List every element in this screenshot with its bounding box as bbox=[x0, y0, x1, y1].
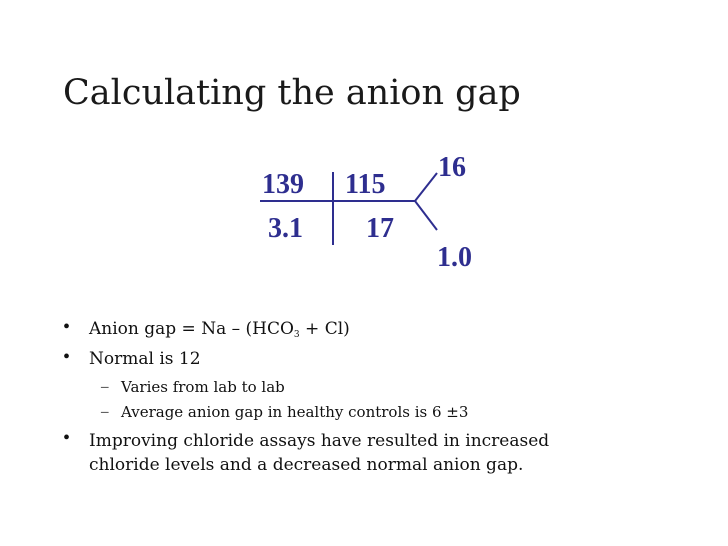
sodium-value: 139 bbox=[262, 169, 304, 200]
sub-bullet-text: Average anion gap in healthy controls is 6 ±3 bbox=[121, 403, 469, 421]
formula-text: Anion gap = Na – (HCO bbox=[89, 319, 294, 339]
bullet-marker: • bbox=[63, 427, 71, 449]
chloride-value: 115 bbox=[345, 169, 386, 200]
formula-text-end: + Cl) bbox=[299, 319, 350, 339]
bullet-marker: • bbox=[63, 316, 71, 338]
bicarbonate-value: 17 bbox=[366, 213, 394, 244]
bullet-marker: • bbox=[63, 346, 71, 368]
potassium-value: 3.1 bbox=[268, 213, 303, 244]
slide-title: Calculating the anion gap bbox=[63, 73, 521, 113]
sub-bullet-marker: – bbox=[101, 379, 109, 395]
sub-bullet-text: Varies from lab to lab bbox=[121, 378, 285, 396]
sub-bullet-marker: – bbox=[101, 404, 109, 420]
bullet-text bbox=[89, 318, 350, 346]
bullet-text-line-2: chloride levels and a decreased normal anion gap. bbox=[89, 455, 524, 475]
upper-value: 16 bbox=[438, 152, 466, 183]
lower-branch-line bbox=[415, 201, 437, 230]
upper-branch-line bbox=[415, 173, 437, 201]
lower-value: 1.0 bbox=[437, 242, 472, 273]
bullet-text-line-1: Improving chloride assays have resulted in increased bbox=[89, 431, 550, 451]
formula-subscript: 3 bbox=[293, 330, 300, 340]
bullet-text: Normal is 12 bbox=[89, 349, 201, 369]
